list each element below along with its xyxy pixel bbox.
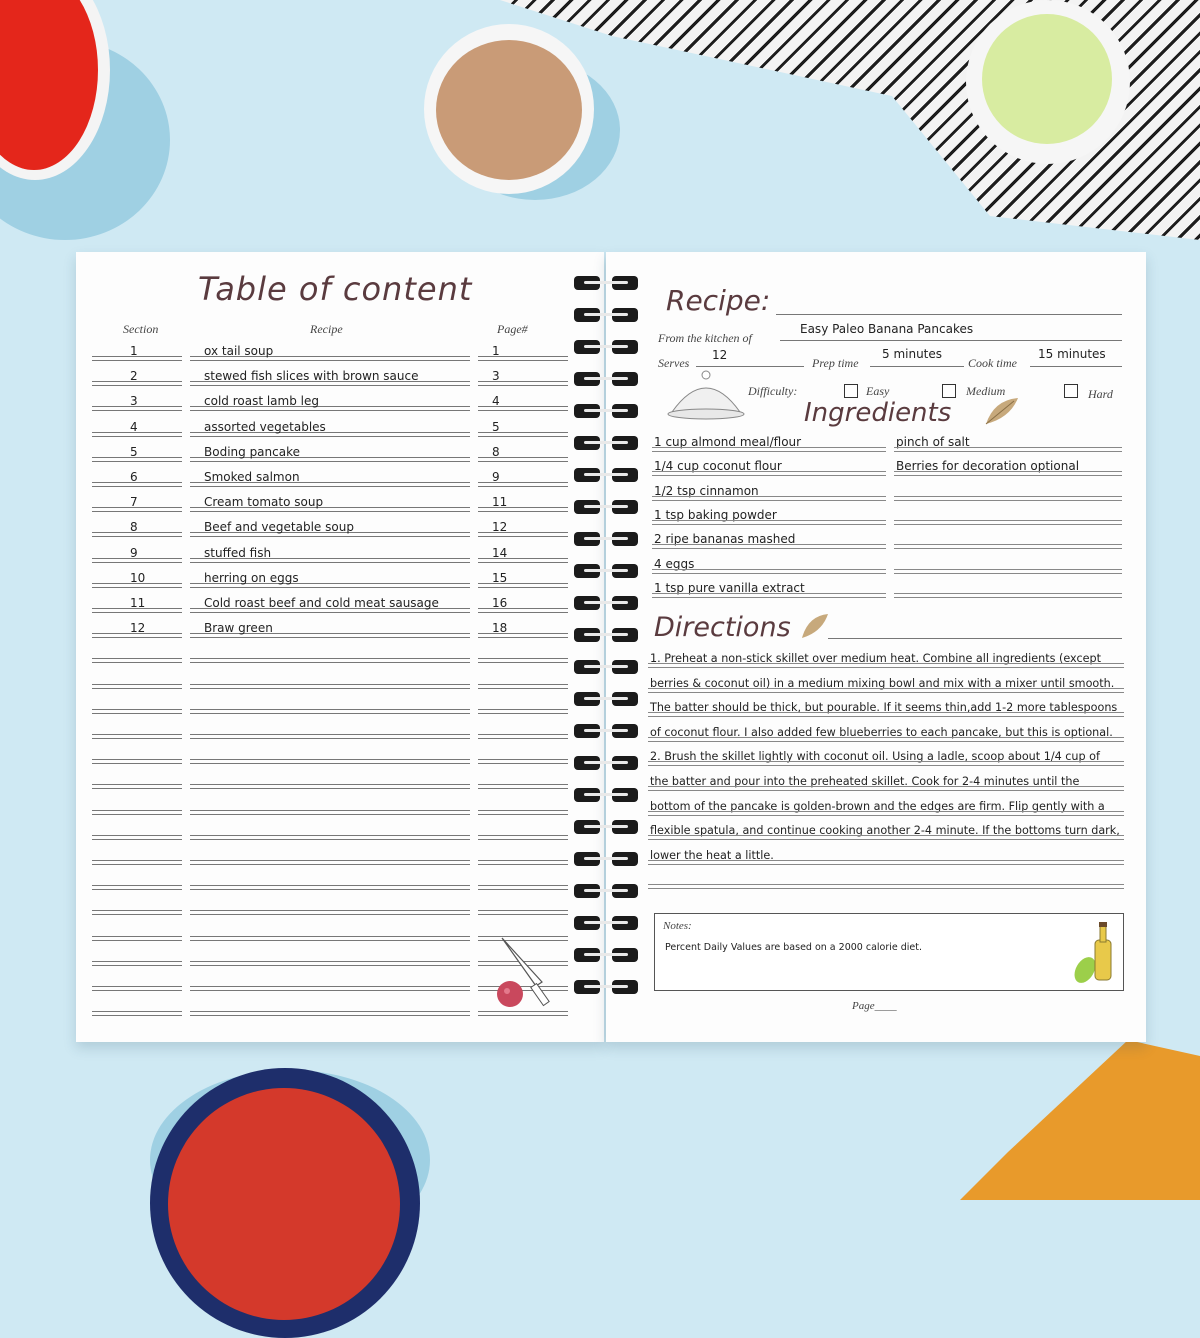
toc-section-number: 9 bbox=[130, 545, 138, 560]
ingredient-text: 2 ripe bananas mashed bbox=[654, 532, 796, 547]
toc-row bbox=[92, 462, 568, 487]
toc-row bbox=[92, 588, 568, 613]
ingredient-row-left bbox=[652, 501, 886, 525]
ingredient-row-right bbox=[894, 550, 1122, 574]
directions-line bbox=[648, 718, 1124, 742]
toc-section-number: 4 bbox=[130, 419, 138, 434]
toc-section-number: 5 bbox=[130, 444, 138, 459]
toc-row bbox=[92, 437, 568, 462]
notes-text: Percent Daily Values are based on a 2000 calorie diet. bbox=[665, 942, 923, 953]
difficulty-medium-label: Medium bbox=[966, 384, 1006, 398]
directions-line bbox=[648, 742, 1124, 766]
directions-line bbox=[648, 669, 1124, 693]
ingredient-row-right bbox=[894, 452, 1122, 476]
directions-heading: Directions bbox=[654, 612, 791, 643]
toc-row bbox=[92, 487, 568, 512]
notes-box bbox=[654, 913, 1124, 991]
toc-row bbox=[92, 613, 568, 638]
spiral-ring bbox=[570, 306, 642, 324]
toc-row bbox=[92, 764, 568, 789]
ingredient-row-right bbox=[894, 477, 1122, 501]
directions-line-text: the batter and pour into the preheated skillet. Cook for 2-4 minutes until the bbox=[650, 775, 1080, 788]
cook-time-line bbox=[1030, 366, 1122, 367]
ingredient-row-left bbox=[652, 477, 886, 501]
directions-line-text: The batter should be thick, but pourable. If it seems thin,add 1-2 more tablespoons bbox=[650, 701, 1118, 715]
ingredient-text: 1/2 tsp cinnamon bbox=[654, 483, 759, 498]
toc-title: Table of content bbox=[198, 270, 473, 308]
spiral-ring bbox=[570, 786, 642, 804]
spiral-ring bbox=[570, 914, 642, 932]
serves-value: 12 bbox=[712, 348, 728, 362]
directions-line bbox=[648, 792, 1124, 816]
toc-row bbox=[92, 361, 568, 386]
toc-section-number: 6 bbox=[130, 470, 138, 484]
ingredient-row-right bbox=[894, 574, 1122, 598]
toc-recipe-name: ox tail soup bbox=[204, 344, 274, 358]
toc-page-number: 12 bbox=[492, 520, 508, 535]
toc-section-number: 2 bbox=[130, 369, 138, 384]
directions-heading-line bbox=[828, 638, 1122, 639]
ingredient-row-right bbox=[894, 525, 1122, 549]
toc-row bbox=[92, 890, 568, 915]
toc-row bbox=[92, 336, 568, 361]
spiral-ring bbox=[570, 274, 642, 292]
directions-line-text: bottom of the pancake is golden-brown and the edges are firm. Flip gently with a bbox=[650, 799, 1105, 813]
directions-line bbox=[648, 767, 1124, 791]
spiral-ring bbox=[570, 658, 642, 676]
difficulty-hard-checkbox[interactable] bbox=[1064, 384, 1078, 398]
directions-line bbox=[648, 865, 1124, 889]
spiral-ring bbox=[570, 562, 642, 580]
difficulty-easy-checkbox[interactable] bbox=[844, 384, 858, 398]
toc-row bbox=[92, 815, 568, 840]
spiral-binding bbox=[570, 274, 642, 1014]
ingredient-row-left bbox=[652, 525, 886, 549]
oil-bottle-and-corn-icon bbox=[1073, 920, 1117, 984]
toc-recipe-name: Beef and vegetable soup bbox=[204, 520, 354, 535]
from-kitchen-label: From the kitchen of bbox=[658, 331, 752, 345]
toc-page-number: 1 bbox=[492, 344, 500, 358]
toc-page-number: 15 bbox=[492, 570, 508, 585]
toc-row bbox=[92, 689, 568, 714]
tortilla-chips bbox=[960, 1040, 1200, 1200]
recipe-name-line bbox=[780, 340, 1122, 341]
ingredient-row-right bbox=[894, 428, 1122, 452]
toc-recipe-name: Cold roast beef and cold meat sausage bbox=[204, 596, 439, 610]
toc-section-number: 1 bbox=[130, 344, 138, 358]
toc-recipe-name: stuffed fish bbox=[204, 545, 272, 560]
toc-page-number: 11 bbox=[492, 495, 508, 510]
spiral-ring bbox=[570, 594, 642, 612]
spiral-ring bbox=[570, 626, 642, 644]
toc-section-number: 11 bbox=[130, 596, 146, 610]
spiral-ring bbox=[570, 978, 642, 996]
toc-page-number: 5 bbox=[492, 419, 500, 434]
toc-section-number: 10 bbox=[130, 570, 146, 585]
toc-recipe-name: herring on eggs bbox=[204, 570, 299, 585]
lime-wedges bbox=[982, 14, 1112, 144]
spiral-ring bbox=[570, 690, 642, 708]
difficulty-hard-label: Hard bbox=[1088, 387, 1113, 401]
ingredients-heading: Ingredients bbox=[804, 398, 952, 428]
directions-line-text: 2. Brush the skillet lightly with coconut oil. Using a ladle, scoop about 1/4 cup of bbox=[650, 750, 1100, 764]
toc-header-page: Page# bbox=[497, 322, 528, 336]
toc-header-recipe: Recipe bbox=[310, 322, 343, 336]
ingredient-text: 1 tsp baking powder bbox=[654, 507, 777, 522]
prep-time-value: 5 minutes bbox=[882, 347, 943, 361]
ingredient-text: 1 cup almond meal/flour bbox=[654, 435, 802, 449]
prep-time-line bbox=[870, 366, 964, 367]
ingredient-row-left bbox=[652, 428, 886, 452]
spiral-ring bbox=[570, 722, 642, 740]
recipe-heading: Recipe: bbox=[666, 284, 771, 317]
spiral-ring bbox=[570, 818, 642, 836]
toc-row bbox=[92, 412, 568, 437]
leaf-icon bbox=[800, 612, 830, 640]
toc-row bbox=[92, 664, 568, 689]
ingredient-text: pinch of salt bbox=[896, 435, 970, 449]
cook-time-value: 15 minutes bbox=[1038, 347, 1106, 361]
spiral-ring bbox=[570, 466, 642, 484]
spiral-ring bbox=[570, 498, 642, 516]
spiral-ring bbox=[570, 946, 642, 964]
toc-recipe-name: assorted vegetables bbox=[204, 419, 326, 434]
toc-recipe-name: Braw green bbox=[204, 621, 273, 636]
directions-line bbox=[648, 693, 1124, 717]
toc-recipe-name: Smoked salmon bbox=[204, 470, 300, 484]
toc-page-number: 9 bbox=[492, 470, 500, 484]
spiral-ring bbox=[570, 882, 642, 900]
directions-line-text: berries & coconut oil) in a medium mixing bowl and mix with a mixer until smooth. bbox=[650, 676, 1115, 690]
toc-row bbox=[92, 790, 568, 815]
toc-page-number: 8 bbox=[492, 444, 500, 459]
granola bbox=[436, 40, 582, 180]
directions-line bbox=[648, 841, 1124, 865]
toc-recipe-name: Boding pancake bbox=[204, 444, 300, 459]
directions-line-text: lower the heat a little. bbox=[650, 848, 774, 862]
knife-and-radish-icon bbox=[496, 936, 566, 1012]
toc-row bbox=[92, 638, 568, 663]
spiral-ring bbox=[570, 530, 642, 548]
difficulty-label: Difficulty: bbox=[748, 384, 798, 398]
cook-time-label: Cook time bbox=[968, 356, 1017, 370]
ingredient-row-left bbox=[652, 550, 886, 574]
toc-row bbox=[92, 865, 568, 890]
directions-line bbox=[648, 816, 1124, 840]
serves-label: Serves bbox=[658, 356, 690, 370]
toc-page-number: 18 bbox=[492, 621, 508, 636]
toc-row bbox=[92, 512, 568, 537]
spiral-ring bbox=[570, 754, 642, 772]
toc-page-number: 3 bbox=[492, 369, 500, 384]
difficulty-easy-label: Easy bbox=[866, 384, 890, 398]
toc-recipe-name: Cream tomato soup bbox=[204, 495, 324, 510]
spiral-ring bbox=[570, 370, 642, 388]
toc-row bbox=[92, 840, 568, 865]
difficulty-medium-checkbox[interactable] bbox=[942, 384, 956, 398]
spiral-ring bbox=[570, 850, 642, 868]
spiral-ring bbox=[570, 338, 642, 356]
ingredient-row-left bbox=[652, 574, 886, 598]
toc-header-section: Section bbox=[123, 322, 159, 336]
toc-recipe-name: cold roast lamb leg bbox=[204, 394, 319, 409]
spiral-ring bbox=[570, 402, 642, 420]
directions-line-text: flexible spatula, and continue cooking another 2-4 minute. If the bottoms turn dark, bbox=[650, 824, 1120, 838]
toc-row bbox=[92, 739, 568, 764]
prep-time-label: Prep time bbox=[812, 356, 859, 370]
spiral-ring bbox=[570, 434, 642, 452]
notes-label: Notes: bbox=[663, 920, 692, 932]
recipe-heading-line bbox=[776, 314, 1122, 315]
toc-section-number: 8 bbox=[130, 520, 138, 535]
toc-section-number: 7 bbox=[130, 495, 138, 510]
toc-row bbox=[92, 563, 568, 588]
toc-page-number: 4 bbox=[492, 394, 500, 409]
ingredient-text: 4 eggs bbox=[654, 556, 695, 571]
directions-line-text: 1. Preheat a non-stick skillet over medium heat. Combine all ingredients (except bbox=[650, 652, 1102, 665]
salsa bbox=[168, 1088, 400, 1320]
toc-page-number: 16 bbox=[492, 596, 508, 610]
recipe-name: Easy Paleo Banana Pancakes bbox=[800, 322, 974, 336]
toc-page-number: 14 bbox=[492, 545, 508, 560]
ingredient-text: 1/4 cup coconut flour bbox=[654, 459, 782, 474]
ingredient-row-left bbox=[652, 452, 886, 476]
toc-row bbox=[92, 714, 568, 739]
directions-line-text: of coconut flour. I also added few blueberries to each pancake, but this is optional. bbox=[650, 725, 1113, 739]
toc-row bbox=[92, 386, 568, 411]
directions-line bbox=[648, 644, 1124, 668]
toc-section-number: 12 bbox=[130, 621, 146, 636]
toc-section-number: 3 bbox=[130, 394, 138, 409]
leaf-icon bbox=[984, 396, 1020, 426]
serving-cloche-icon bbox=[666, 368, 746, 424]
toc-row bbox=[92, 538, 568, 563]
ingredient-row-right bbox=[894, 501, 1122, 525]
ingredient-text: Berries for decoration optional bbox=[896, 459, 1080, 474]
page-number-field: Page____ bbox=[852, 1000, 897, 1012]
toc-recipe-name: stewed fish slices with brown sauce bbox=[204, 369, 419, 384]
serves-line bbox=[696, 366, 804, 367]
ingredient-text: 1 tsp pure vanilla extract bbox=[654, 580, 805, 595]
